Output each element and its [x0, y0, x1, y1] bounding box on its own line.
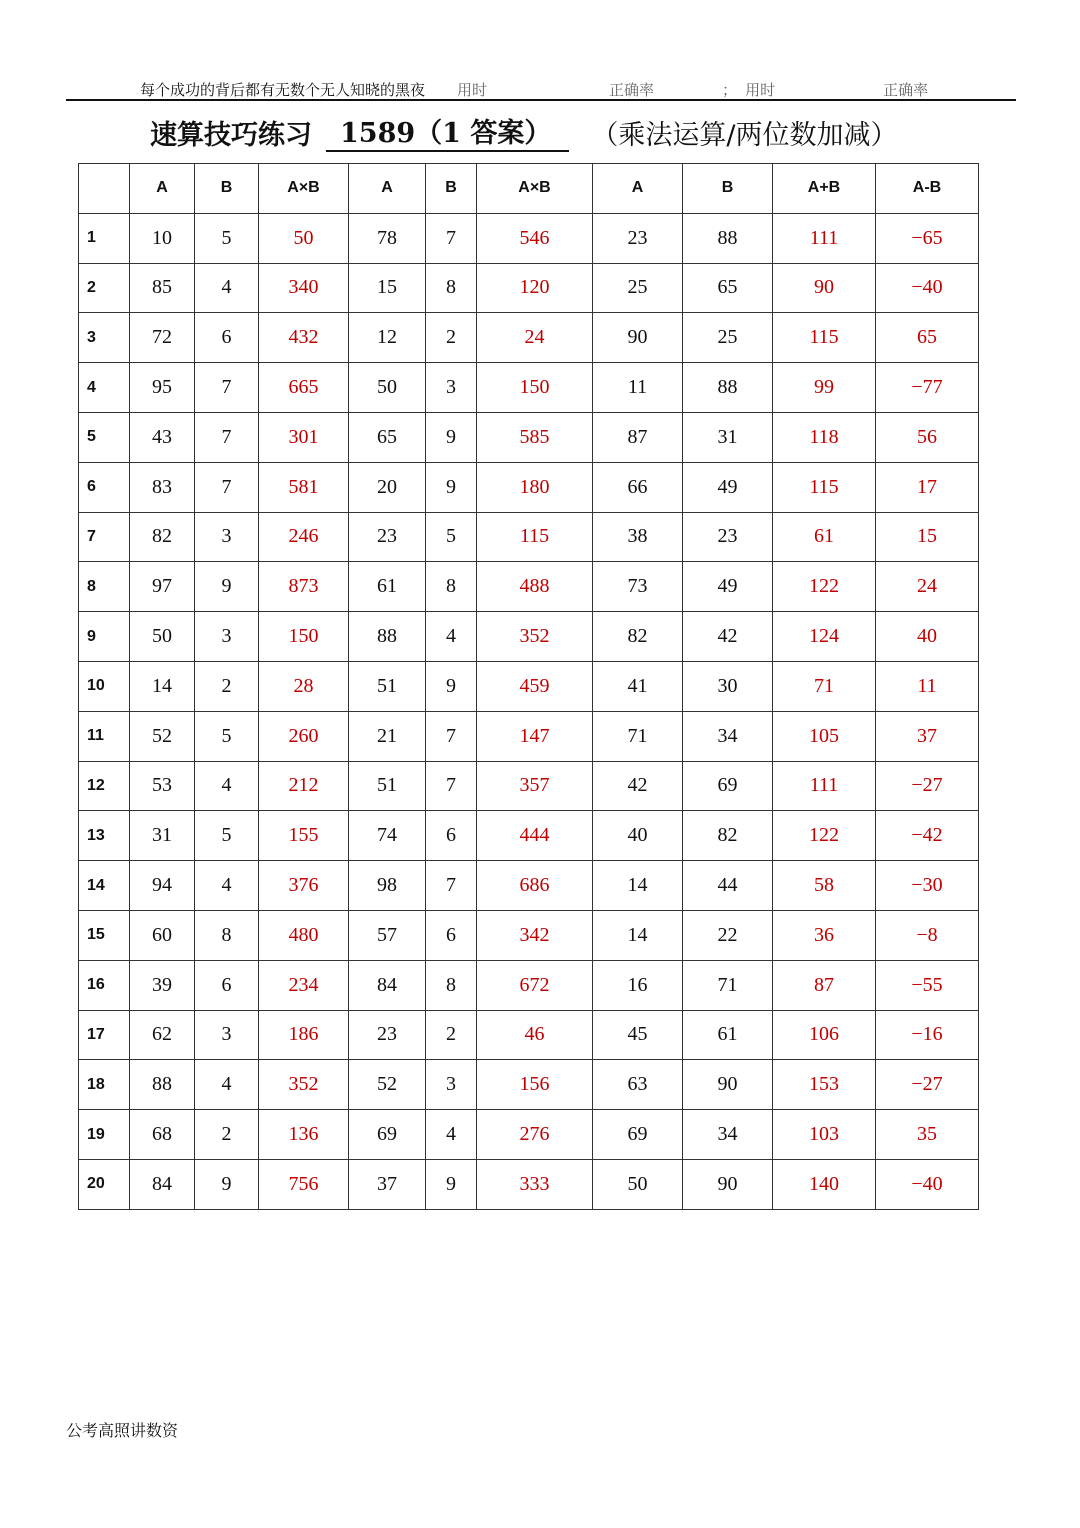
- answer-cell: 147: [477, 711, 593, 761]
- header-separator: ；: [722, 81, 738, 99]
- operand-cell: 5: [195, 811, 259, 861]
- time-blank-2[interactable]: [777, 83, 857, 100]
- operand-cell: 51: [349, 761, 426, 811]
- header-cell: A: [593, 164, 683, 214]
- answer-cell: 58: [773, 861, 876, 911]
- answer-cell: 115: [773, 313, 876, 363]
- operand-cell: 71: [683, 960, 773, 1010]
- header-cell: A+B: [773, 164, 876, 214]
- operand-cell: 52: [130, 711, 195, 761]
- answer-cell: 90: [773, 263, 876, 313]
- header-rule: [66, 99, 1016, 101]
- accuracy-blank-2[interactable]: [930, 83, 978, 100]
- operand-cell: 82: [593, 612, 683, 662]
- answer-cell: 212: [259, 761, 349, 811]
- operand-cell: 4: [195, 263, 259, 313]
- operand-cell: 25: [593, 263, 683, 313]
- answer-cell: 122: [773, 811, 876, 861]
- operand-cell: 12: [349, 313, 426, 363]
- operand-cell: 84: [349, 960, 426, 1010]
- operand-cell: 2: [426, 313, 477, 363]
- answer-cell: 342: [477, 910, 593, 960]
- answer-cell: 136: [259, 1110, 349, 1160]
- answer-cell: −27: [876, 761, 979, 811]
- operand-cell: 69: [593, 1110, 683, 1160]
- row-number: 9: [79, 612, 130, 662]
- row-number: 7: [79, 512, 130, 562]
- answer-cell: 36: [773, 910, 876, 960]
- answer-cell: 459: [477, 661, 593, 711]
- operand-cell: 97: [130, 562, 195, 612]
- operand-cell: 25: [683, 313, 773, 363]
- operand-cell: 84: [130, 1159, 195, 1209]
- operand-cell: 23: [683, 512, 773, 562]
- operand-cell: 7: [426, 213, 477, 263]
- operand-cell: 88: [683, 363, 773, 413]
- operand-cell: 7: [195, 462, 259, 512]
- operand-cell: 65: [349, 412, 426, 462]
- operand-cell: 7: [426, 861, 477, 911]
- page-title: [150, 112, 897, 152]
- answer-cell: 873: [259, 562, 349, 612]
- answer-cell: 15: [876, 512, 979, 562]
- answer-cell: 150: [259, 612, 349, 662]
- table-row: [79, 1159, 979, 1209]
- answer-cell: 46: [477, 1010, 593, 1060]
- answer-cell: 246: [259, 512, 349, 562]
- operand-cell: 60: [130, 910, 195, 960]
- operand-cell: 15: [349, 263, 426, 313]
- operand-cell: 57: [349, 910, 426, 960]
- answer-cell: 118: [773, 412, 876, 462]
- operand-cell: 30: [683, 661, 773, 711]
- operand-cell: 61: [349, 562, 426, 612]
- operand-cell: 88: [683, 213, 773, 263]
- answer-cell: 150: [477, 363, 593, 413]
- operand-cell: 90: [683, 1159, 773, 1209]
- answer-cell: 111: [773, 213, 876, 263]
- row-number: 14: [79, 861, 130, 911]
- operand-cell: 85: [130, 263, 195, 313]
- table-row: [79, 562, 979, 612]
- answer-cell: 376: [259, 861, 349, 911]
- operand-cell: 6: [426, 811, 477, 861]
- table-row: [79, 861, 979, 911]
- operand-cell: 6: [426, 910, 477, 960]
- answer-cell: 40: [876, 612, 979, 662]
- operand-cell: 6: [195, 960, 259, 1010]
- operand-cell: 4: [195, 1060, 259, 1110]
- operand-cell: 68: [130, 1110, 195, 1160]
- operand-cell: 9: [426, 462, 477, 512]
- answer-cell: 672: [477, 960, 593, 1010]
- time-field-2[interactable]: [745, 79, 857, 100]
- answer-cell: 111: [773, 761, 876, 811]
- time-blank-1[interactable]: [489, 83, 583, 100]
- answer-cell: 124: [773, 612, 876, 662]
- answer-cell: −55: [876, 960, 979, 1010]
- operand-cell: 16: [593, 960, 683, 1010]
- operand-cell: 50: [130, 612, 195, 662]
- operand-cell: 88: [349, 612, 426, 662]
- accuracy-field-1[interactable]: [609, 79, 712, 100]
- accuracy-label-1: 正确率: [609, 81, 655, 99]
- header-cell: B: [683, 164, 773, 214]
- operand-cell: 6: [195, 313, 259, 363]
- row-number: 11: [79, 711, 130, 761]
- operand-cell: 23: [349, 512, 426, 562]
- row-number: 15: [79, 910, 130, 960]
- time-field-1[interactable]: [457, 79, 583, 100]
- answer-cell: −40: [876, 1159, 979, 1209]
- answer-cell: 24: [876, 562, 979, 612]
- row-number: 16: [79, 960, 130, 1010]
- operand-cell: 8: [426, 562, 477, 612]
- operand-cell: 4: [195, 761, 259, 811]
- operand-cell: 9: [195, 1159, 259, 1209]
- answer-cell: 103: [773, 1110, 876, 1160]
- operand-cell: 45: [593, 1010, 683, 1060]
- operand-cell: 50: [593, 1159, 683, 1209]
- operand-cell: 49: [683, 462, 773, 512]
- header-cell-index: [79, 164, 130, 214]
- accuracy-blank-1[interactable]: [656, 83, 712, 100]
- operand-cell: 42: [683, 612, 773, 662]
- answer-cell: −30: [876, 861, 979, 911]
- operand-cell: 4: [426, 612, 477, 662]
- operand-cell: 9: [195, 562, 259, 612]
- row-number: 1: [79, 213, 130, 263]
- table-row: [79, 661, 979, 711]
- answer-cell: 260: [259, 711, 349, 761]
- operand-cell: 14: [130, 661, 195, 711]
- operand-cell: 38: [593, 512, 683, 562]
- answer-cell: 17: [876, 462, 979, 512]
- operand-cell: 8: [426, 263, 477, 313]
- operand-cell: 90: [593, 313, 683, 363]
- answer-cell: −65: [876, 213, 979, 263]
- operand-cell: 11: [593, 363, 683, 413]
- table-row: [79, 711, 979, 761]
- answer-cell: 333: [477, 1159, 593, 1209]
- operand-cell: 50: [349, 363, 426, 413]
- answer-cell: 24: [477, 313, 593, 363]
- operand-cell: 5: [426, 512, 477, 562]
- row-number: 5: [79, 412, 130, 462]
- operand-cell: 14: [593, 861, 683, 911]
- table-body: [79, 213, 979, 1209]
- answer-cell: 71: [773, 661, 876, 711]
- table-row: [79, 1010, 979, 1060]
- operand-cell: 40: [593, 811, 683, 861]
- answer-cell: 153: [773, 1060, 876, 1110]
- row-number: 2: [79, 263, 130, 313]
- operand-cell: 31: [130, 811, 195, 861]
- row-number: 12: [79, 761, 130, 811]
- answer-cell: 301: [259, 412, 349, 462]
- operand-cell: 4: [426, 1110, 477, 1160]
- operand-cell: 2: [426, 1010, 477, 1060]
- operand-cell: 78: [349, 213, 426, 263]
- operand-cell: 52: [349, 1060, 426, 1110]
- operand-cell: 65: [683, 263, 773, 313]
- header-cell: B: [426, 164, 477, 214]
- operand-cell: 10: [130, 213, 195, 263]
- operand-cell: 3: [195, 612, 259, 662]
- operand-cell: 94: [130, 861, 195, 911]
- answer-cell: −40: [876, 263, 979, 313]
- operand-cell: 41: [593, 661, 683, 711]
- operand-cell: 95: [130, 363, 195, 413]
- motto: 每个成功的背后都有无数个无人知晓的黑夜: [140, 81, 426, 99]
- answer-cell: 186: [259, 1010, 349, 1060]
- practice-table: [78, 163, 979, 1210]
- operand-cell: 98: [349, 861, 426, 911]
- answer-cell: 99: [773, 363, 876, 413]
- table-row: [79, 1110, 979, 1160]
- row-number: 10: [79, 661, 130, 711]
- answer-cell: −16: [876, 1010, 979, 1060]
- table-row: [79, 960, 979, 1010]
- table-row: [79, 1060, 979, 1110]
- operand-cell: 44: [683, 861, 773, 911]
- answer-cell: 140: [773, 1159, 876, 1209]
- footer-text: 公考高照讲数资: [66, 1421, 179, 1440]
- operand-cell: 43: [130, 412, 195, 462]
- answer-cell: 488: [477, 562, 593, 612]
- row-number: 20: [79, 1159, 130, 1209]
- answer-cell: −77: [876, 363, 979, 413]
- operand-cell: 7: [195, 412, 259, 462]
- answer-cell: 340: [259, 263, 349, 313]
- operand-cell: 53: [130, 761, 195, 811]
- operand-cell: 69: [683, 761, 773, 811]
- answer-cell: 480: [259, 910, 349, 960]
- answer-cell: 106: [773, 1010, 876, 1060]
- operand-cell: 8: [426, 960, 477, 1010]
- operand-cell: 83: [130, 462, 195, 512]
- operand-cell: 69: [349, 1110, 426, 1160]
- answer-cell: 432: [259, 313, 349, 363]
- table-row: [79, 612, 979, 662]
- answer-cell: 115: [477, 512, 593, 562]
- answer-cell: 352: [259, 1060, 349, 1110]
- accuracy-field-2[interactable]: [883, 79, 978, 100]
- answer-cell: 234: [259, 960, 349, 1010]
- answer-cell: 180: [477, 462, 593, 512]
- operand-cell: 3: [195, 1010, 259, 1060]
- answer-cell: 665: [259, 363, 349, 413]
- accuracy-label-2: 正确率: [883, 81, 929, 99]
- operand-cell: 7: [426, 711, 477, 761]
- row-number: 6: [79, 462, 130, 512]
- operand-cell: 20: [349, 462, 426, 512]
- operand-cell: 82: [683, 811, 773, 861]
- time-label-2: 用时: [745, 81, 776, 99]
- operand-cell: 37: [349, 1159, 426, 1209]
- answer-cell: 61: [773, 512, 876, 562]
- answer-cell: 122: [773, 562, 876, 612]
- answer-cell: 686: [477, 861, 593, 911]
- answer-cell: 155: [259, 811, 349, 861]
- answer-cell: 115: [773, 462, 876, 512]
- operand-cell: 9: [426, 661, 477, 711]
- operand-cell: 62: [130, 1010, 195, 1060]
- answer-cell: 756: [259, 1159, 349, 1209]
- row-number: 8: [79, 562, 130, 612]
- answer-cell: 56: [876, 412, 979, 462]
- table-row: [79, 313, 979, 363]
- answer-cell: 581: [259, 462, 349, 512]
- answer-cell: 352: [477, 612, 593, 662]
- operand-cell: 71: [593, 711, 683, 761]
- answer-cell: 444: [477, 811, 593, 861]
- answer-cell: 87: [773, 960, 876, 1010]
- operand-cell: 2: [195, 661, 259, 711]
- table-row: [79, 462, 979, 512]
- title-topic: （乘法运算/两位数加减）: [591, 120, 898, 151]
- answer-cell: 585: [477, 412, 593, 462]
- operand-cell: 9: [426, 1159, 477, 1209]
- operand-cell: 49: [683, 562, 773, 612]
- header-cell: A×B: [259, 164, 349, 214]
- table-row: [79, 363, 979, 413]
- answer-cell: 50: [259, 213, 349, 263]
- table-row: [79, 811, 979, 861]
- header-cell: A: [349, 164, 426, 214]
- answer-cell: 546: [477, 213, 593, 263]
- operand-cell: 3: [426, 363, 477, 413]
- table-row: [79, 263, 979, 313]
- row-number: 17: [79, 1010, 130, 1060]
- operand-cell: 66: [593, 462, 683, 512]
- header-cell: B: [195, 164, 259, 214]
- table-row: [79, 761, 979, 811]
- operand-cell: 34: [683, 1110, 773, 1160]
- operand-cell: 8: [195, 910, 259, 960]
- operand-cell: 90: [683, 1060, 773, 1110]
- table-header-row: [79, 164, 979, 214]
- table-row: [79, 512, 979, 562]
- operand-cell: 9: [426, 412, 477, 462]
- operand-cell: 23: [593, 213, 683, 263]
- operand-cell: 82: [130, 512, 195, 562]
- answer-cell: −42: [876, 811, 979, 861]
- answer-cell: −8: [876, 910, 979, 960]
- operand-cell: 74: [349, 811, 426, 861]
- operand-cell: 87: [593, 412, 683, 462]
- header-cell: A-B: [876, 164, 979, 214]
- title-code: 1589（1 答案）: [326, 111, 569, 152]
- answer-cell: 156: [477, 1060, 593, 1110]
- operand-cell: 22: [683, 910, 773, 960]
- operand-cell: 88: [130, 1060, 195, 1110]
- row-number: 4: [79, 363, 130, 413]
- row-number: 18: [79, 1060, 130, 1110]
- row-number: 19: [79, 1110, 130, 1160]
- time-label-1: 用时: [457, 81, 488, 99]
- operand-cell: 34: [683, 711, 773, 761]
- operand-cell: 39: [130, 960, 195, 1010]
- header-cell: A: [130, 164, 195, 214]
- row-number: 3: [79, 313, 130, 363]
- table-row: [79, 213, 979, 263]
- operand-cell: 14: [593, 910, 683, 960]
- operand-cell: 61: [683, 1010, 773, 1060]
- operand-cell: 7: [195, 363, 259, 413]
- answer-cell: 11: [876, 661, 979, 711]
- operand-cell: 7: [426, 761, 477, 811]
- operand-cell: 2: [195, 1110, 259, 1160]
- answer-cell: 276: [477, 1110, 593, 1160]
- operand-cell: 51: [349, 661, 426, 711]
- row-number: 13: [79, 811, 130, 861]
- header-line: [140, 76, 978, 100]
- header-cell: A×B: [477, 164, 593, 214]
- table-row: [79, 910, 979, 960]
- answer-cell: 28: [259, 661, 349, 711]
- operand-cell: 63: [593, 1060, 683, 1110]
- operand-cell: 42: [593, 761, 683, 811]
- operand-cell: 21: [349, 711, 426, 761]
- title-main: 速算技巧练习: [150, 120, 312, 151]
- answer-cell: 357: [477, 761, 593, 811]
- operand-cell: 31: [683, 412, 773, 462]
- answer-cell: 120: [477, 263, 593, 313]
- answer-cell: 105: [773, 711, 876, 761]
- answer-cell: −27: [876, 1060, 979, 1110]
- answer-cell: 37: [876, 711, 979, 761]
- table-row: [79, 412, 979, 462]
- operand-cell: 72: [130, 313, 195, 363]
- answer-cell: 65: [876, 313, 979, 363]
- answer-cell: 35: [876, 1110, 979, 1160]
- operand-cell: 3: [195, 512, 259, 562]
- operand-cell: 23: [349, 1010, 426, 1060]
- operand-cell: 73: [593, 562, 683, 612]
- operand-cell: 4: [195, 861, 259, 911]
- operand-cell: 5: [195, 213, 259, 263]
- operand-cell: 5: [195, 711, 259, 761]
- operand-cell: 3: [426, 1060, 477, 1110]
